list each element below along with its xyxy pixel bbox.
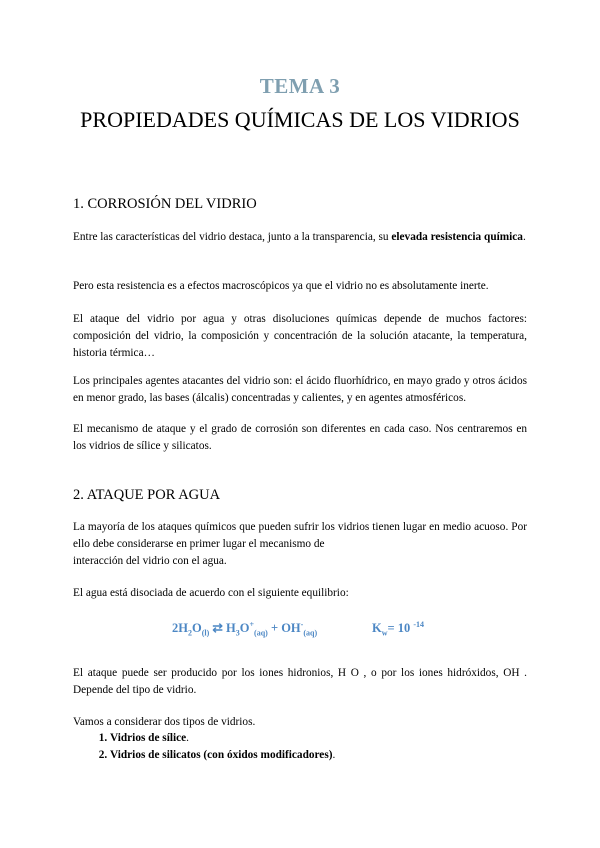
- eq-plus: +: [267, 621, 282, 636]
- paragraph-text-cont: interacción del vidrio con el agua.: [73, 555, 227, 567]
- eq-term: K: [372, 621, 382, 636]
- paragraph-equilibrium: El agua está disociada de acuerdo con el siguiente equilibrio:: [73, 587, 349, 599]
- page-title: PROPIEDADES QUÍMICAS DE LOS VIDRIOS: [80, 107, 520, 132]
- section-heading-corrosion: 1. CORROSIÓN DEL VIDRIO: [73, 196, 257, 212]
- eq-sup: +: [249, 620, 255, 629]
- paragraph-factors: El ataque del vidrio por agua y otras disoluciones químicas depende de muchos factores: composición del vidrio, la composición y concentración de la solución atacante, la temperatura, historia térmica…: [73, 313, 527, 359]
- emphasis-text: elevada resistencia química: [391, 231, 523, 243]
- eq-sub: (aq): [303, 628, 318, 638]
- paragraph-types: Vamos a considerar dos tipos de vidrios.: [73, 716, 256, 728]
- glass-types-list: [90, 730, 335, 764]
- eq-sub: w: [381, 628, 388, 638]
- list-item-label: Vidrios de sílice: [110, 732, 187, 744]
- list-item: [110, 730, 335, 747]
- paragraph-text: Entre las características del vidrio destaca, junto a la transparencia, su: [73, 231, 392, 243]
- section-heading-water: 2. ATAQUE POR AGUA: [73, 487, 221, 503]
- list-item-label: Vidrios de silicatos (con óxidos modificadores): [110, 749, 333, 761]
- eq-term: O: [239, 621, 250, 636]
- paragraph-text: La mayoría de los ataques químicos que pueden sufrir los vidrios tienen lugar en medio acuoso. Por ello debe considerarse en primer lugar el mecanismo de: [73, 521, 527, 550]
- dissociation-equation: [172, 620, 425, 638]
- paragraph-agents: Los principales agentes atacantes del vidrio son: el ácido fluorhídrico, en mayo grado y otros ácidos en menor grado, las bases (álcalis) concentradas y calientes, y en agentes atmosféricos.: [73, 375, 527, 404]
- eq-term: OH: [281, 621, 301, 636]
- list-item-end: .: [332, 749, 336, 761]
- paragraph-inert: Pero esta resistencia es a efectos macroscópicos ya que el vidrio no es absolutamente inerte.: [73, 280, 489, 292]
- paragraph-ions: El ataque puede ser producido por los iones hidronios, H O , o por los iones hidróxidos, OH . Depende del tipo de vidrio.: [73, 667, 527, 696]
- eq-sub: (l): [201, 628, 210, 638]
- eq-term: O: [191, 621, 202, 636]
- water-constant: [372, 620, 424, 638]
- eq-term: 2H: [172, 621, 188, 636]
- eq-term: H: [226, 621, 236, 636]
- paragraph-end: .: [522, 231, 526, 243]
- list-item-end: .: [186, 732, 189, 744]
- equilibrium-arrow: ⇄: [209, 621, 227, 636]
- eq-sup: -14: [413, 620, 425, 629]
- eq-term: = 10: [387, 621, 411, 636]
- eq-sub: 2: [187, 628, 192, 638]
- eq-sub: 3: [235, 628, 240, 638]
- paragraph-aqueous: [73, 519, 527, 570]
- paragraph-mechanism: El mecanismo de ataque y el grado de corrosión son diferentes en cada caso. Nos centraremos en los vidrios de sílice y silicatos.: [73, 423, 527, 452]
- list-item: [110, 747, 335, 764]
- paragraph-resistance: [73, 229, 527, 246]
- eq-sup: -: [300, 620, 304, 629]
- chapter-number: TEMA 3: [259, 74, 341, 98]
- eq-sub: (aq): [254, 628, 268, 638]
